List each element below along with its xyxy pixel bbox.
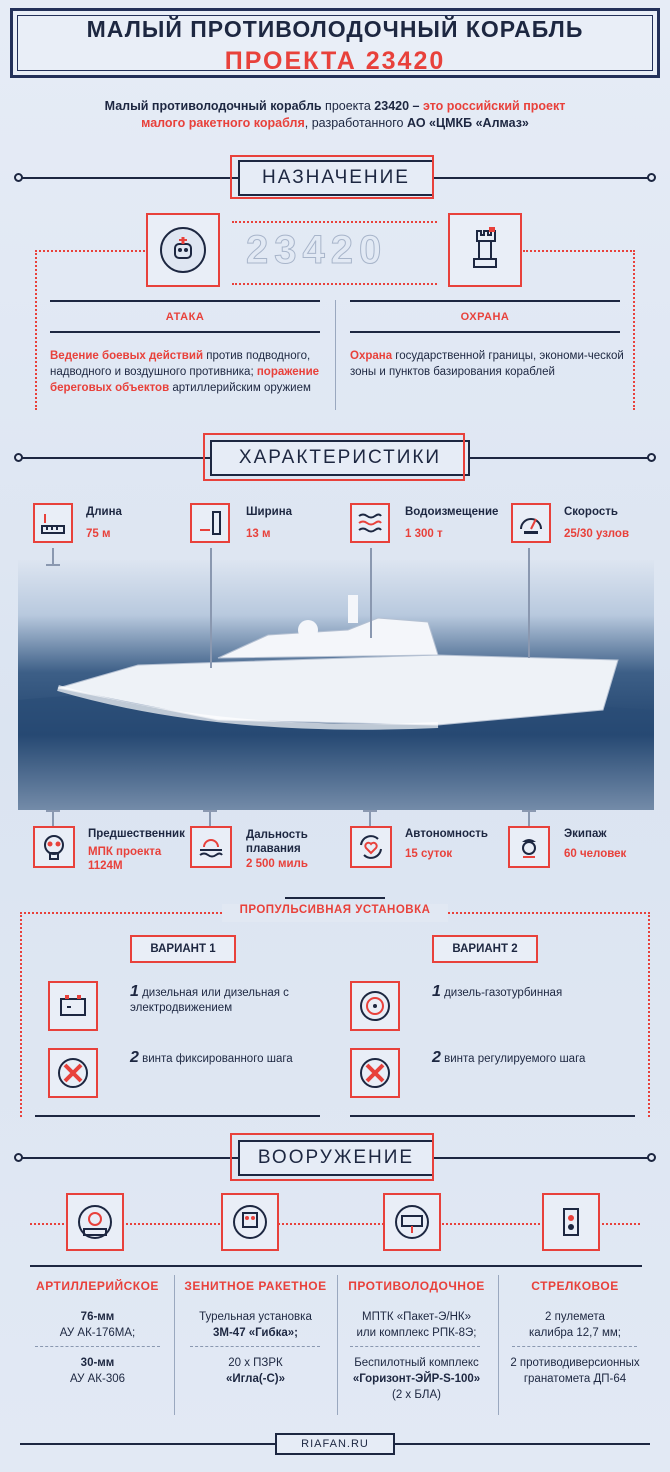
intro-part: малого ракетного корабля xyxy=(141,116,305,130)
intro-part: , разработанного xyxy=(304,116,407,130)
column-separator xyxy=(337,1275,338,1415)
intro-part: это российский проект xyxy=(422,99,566,113)
pin xyxy=(52,810,54,826)
divider-dot xyxy=(647,453,656,462)
weapon-text: 20 х ПЗРК xyxy=(228,1357,283,1369)
ship-image xyxy=(18,560,654,810)
pin xyxy=(209,810,211,826)
v1-item2-text xyxy=(130,1050,320,1067)
section-title-specs: ХАРАКТЕРИСТИКИ xyxy=(210,440,470,476)
text-part: 1 xyxy=(130,983,139,1000)
pin xyxy=(210,548,212,668)
guard-text xyxy=(350,348,625,380)
dotted-line xyxy=(35,250,145,252)
propeller-icon xyxy=(350,1048,400,1098)
column-separator xyxy=(498,1275,499,1415)
spec-value: 60 человек xyxy=(564,848,627,860)
weapon-heading: ПРОТИВОЛОДОЧНОЕ xyxy=(348,1279,485,1293)
spec-label: Длина xyxy=(86,506,122,518)
pin xyxy=(369,810,371,826)
dotted-line xyxy=(648,912,650,1117)
text-part: дизельная или дизельная с электродвижением xyxy=(130,987,289,1014)
text-part: винта регулируемого шага xyxy=(440,1053,586,1065)
separator xyxy=(190,1346,320,1347)
weapon-heading: АРТИЛЛЕРИЙСКОЕ xyxy=(36,1279,159,1293)
intro-text xyxy=(40,98,630,132)
intro-part: 23420 xyxy=(374,99,410,113)
weapon-text: Турельная установка xyxy=(199,1311,312,1323)
text-part: 1 xyxy=(432,983,441,1000)
divider xyxy=(30,1265,642,1267)
section-frame xyxy=(203,433,465,481)
section-title-weapons: ВООРУЖЕНИЕ xyxy=(238,1140,434,1176)
weapon-text: (2 х БЛА) xyxy=(392,1389,441,1401)
pin xyxy=(528,548,530,658)
dotted-line xyxy=(232,221,437,223)
weapon-text: МПТК «Пакет-Э/НК» xyxy=(362,1311,471,1323)
weapon-heading: СТРЕЛКОВОЕ xyxy=(531,1279,619,1293)
text-part: дизель-газотурбинная xyxy=(440,987,563,999)
text-part: 2 xyxy=(432,1049,441,1066)
dotted-line xyxy=(232,283,437,285)
separator xyxy=(512,1346,637,1347)
intro-part: проекта xyxy=(321,99,375,113)
spec-value: 1 300 т xyxy=(405,528,443,540)
speedometer-icon xyxy=(511,503,551,543)
spec-label: Скорость xyxy=(564,506,618,518)
divider xyxy=(35,1115,320,1117)
sailor-icon xyxy=(508,826,550,868)
spec-value: 13 м xyxy=(246,528,271,540)
attack-icon-box xyxy=(146,213,220,287)
text-part: 2 xyxy=(130,1049,139,1066)
divider xyxy=(285,897,385,899)
text-part: винта фиксированного шага xyxy=(138,1053,293,1065)
divider-dot xyxy=(14,173,23,182)
sunset-icon xyxy=(190,826,232,868)
dotted-line xyxy=(523,250,635,252)
intro-part: – xyxy=(409,99,423,113)
ruler-icon xyxy=(33,503,73,543)
col-bar xyxy=(50,331,320,333)
variant1-label: ВАРИАНТ 1 xyxy=(130,935,236,963)
waves-icon xyxy=(350,503,390,543)
weapon-text: 2 противодиверсионных xyxy=(510,1357,640,1369)
spec-label: Ширина xyxy=(246,506,293,518)
weapon-text: АУ АК-176МА; xyxy=(59,1327,136,1339)
torpedo-launcher-icon xyxy=(383,1193,441,1251)
variant2-label: ВАРИАНТ 2 xyxy=(432,935,538,963)
weapon-text: АУ АК-306 xyxy=(69,1373,126,1385)
machine-gun-icon xyxy=(542,1193,600,1251)
spec-value: 75 м xyxy=(86,528,111,540)
text-part: государственной границы, экономи-ческой зоны и пунктов базирования кораблей xyxy=(350,350,624,378)
dotted-line xyxy=(20,912,22,1117)
missile-launcher-icon xyxy=(221,1193,279,1251)
text-part: против подводного, надводного и воздушного противника; xyxy=(50,350,311,378)
rook-icon xyxy=(465,227,505,273)
text-part: Охрана xyxy=(350,350,393,362)
section-frame xyxy=(230,155,434,199)
heart-cycle-icon xyxy=(350,826,392,868)
guard-icon-box xyxy=(448,213,522,287)
col-bar xyxy=(350,331,620,333)
dotted-line xyxy=(633,250,635,410)
pin xyxy=(52,548,54,564)
battery-icon xyxy=(48,981,98,1031)
text-part: артиллерийским оружием xyxy=(169,382,311,394)
guard-heading: ОХРАНА xyxy=(460,311,510,323)
section-frame xyxy=(230,1133,434,1181)
spec-label: Автономность xyxy=(405,828,488,840)
intro-part: Малый противолодочный корабль xyxy=(104,99,322,113)
attack-text xyxy=(50,348,325,396)
title-box xyxy=(10,8,660,78)
column-separator xyxy=(335,300,336,410)
divider-dot xyxy=(647,1153,656,1162)
gasmask-icon xyxy=(33,826,75,868)
weapon-text: «Горизонт-ЭЙР-S-100» xyxy=(352,1373,481,1385)
spec-label: Экипаж xyxy=(564,828,607,840)
separator xyxy=(350,1346,480,1347)
divider xyxy=(20,1443,275,1445)
weapon-text: калибра 12,7 мм; xyxy=(529,1327,621,1339)
propulsion-title: ПРОПУЛЬСИВНАЯ УСТАНОВКА xyxy=(222,904,448,922)
robot-icon xyxy=(160,227,206,273)
weapon-text: или комплекс РПК-8Э; xyxy=(356,1327,477,1339)
weapon-text: Беспилотный комплекс xyxy=(354,1357,479,1369)
pin xyxy=(46,564,60,566)
divider xyxy=(350,1115,635,1117)
intro-part: АО «ЦМКБ «Алмаз» xyxy=(406,116,529,130)
spec-value: 15 суток xyxy=(405,848,453,860)
column-separator xyxy=(174,1275,175,1415)
spec-value: 2 500 миль xyxy=(246,858,308,870)
divider-dot xyxy=(14,453,23,462)
divider-dot xyxy=(647,173,656,182)
v2-item2-text xyxy=(432,1050,622,1067)
v2-item1-text xyxy=(432,984,622,1001)
weapon-text: 76-мм xyxy=(80,1311,115,1323)
turbine-icon xyxy=(350,981,400,1031)
separator xyxy=(35,1346,160,1347)
weapon-heading: ЗЕНИТНОЕ РАКЕТНОЕ xyxy=(184,1279,327,1293)
weapon-text: 30-мм xyxy=(80,1357,115,1369)
watermark-number: 23420 xyxy=(246,228,388,272)
weapon-text: 3М-47 «Гибка»; xyxy=(213,1327,298,1339)
pin xyxy=(528,810,530,826)
spec-label: Водоизмещение xyxy=(405,506,499,518)
attack-heading: АТАКА xyxy=(165,311,205,323)
propeller-icon xyxy=(48,1048,98,1098)
width-icon xyxy=(190,503,230,543)
spec-value: МПК проекта 1124М xyxy=(88,846,162,872)
col-bar xyxy=(350,300,620,302)
col-bar xyxy=(50,300,320,302)
weapon-text: гранатомета ДП-64 xyxy=(523,1373,627,1385)
text-part: Ведение боевых действий xyxy=(50,350,204,362)
footer-site-link[interactable]: RIAFAN.RU xyxy=(275,1433,395,1455)
v1-item1-text xyxy=(130,984,320,1016)
pin xyxy=(370,548,372,638)
divider-dot xyxy=(14,1153,23,1162)
page-subtitle: ПРОЕКТА 23420 xyxy=(224,47,446,75)
spec-label: Предшественник xyxy=(88,828,185,840)
spec-label: Дальность плавания xyxy=(246,829,308,855)
section-title-purpose: НАЗНАЧЕНИЕ xyxy=(238,160,434,196)
dotted-line xyxy=(35,250,37,410)
weapon-text: 2 пулемета xyxy=(545,1311,605,1323)
text-part: поражение береговых объектов xyxy=(50,366,320,394)
spec-value: 25/30 узлов xyxy=(564,528,630,540)
artillery-icon xyxy=(66,1193,124,1251)
divider xyxy=(395,1443,650,1445)
page-title: МАЛЫЙ ПРОТИВОЛОДОЧНЫЙ КОРАБЛЬ xyxy=(86,16,584,42)
weapon-text: «Игла(-С)» xyxy=(225,1373,286,1385)
